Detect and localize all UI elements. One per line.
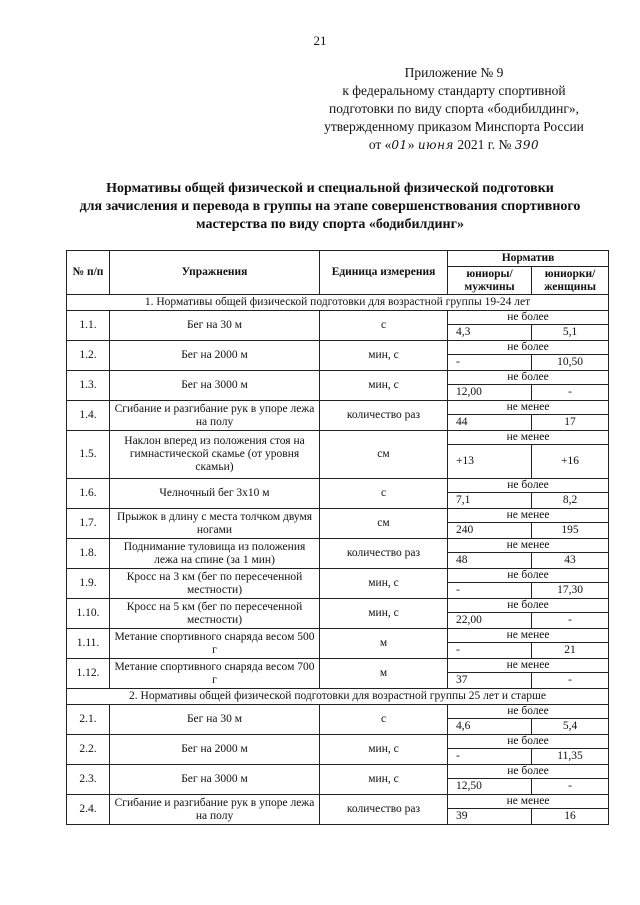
value-women: 5,4 <box>532 719 609 735</box>
table-row <box>67 705 609 719</box>
norm-condition: не менее <box>448 659 609 673</box>
value-women: - <box>532 673 609 689</box>
row-number: 2.3. <box>67 765 110 795</box>
value-women: 43 <box>532 553 609 569</box>
heading-line: для зачисления и перевода в группы на этапе совершенствования спортивного <box>79 199 581 214</box>
norms-table <box>66 250 609 825</box>
header-women: юниорки/ женщины <box>532 267 609 295</box>
row-number: 2.1. <box>67 705 110 735</box>
value-men: - <box>448 749 532 765</box>
value-women: - <box>532 613 609 629</box>
value-men: 48 <box>448 553 532 569</box>
unit: количество раз <box>320 539 448 569</box>
norm-condition: не более <box>448 311 609 325</box>
appendix-line: подготовки по виду спорта «бодибилдинг», <box>328 101 580 116</box>
table-row <box>67 659 609 673</box>
table-row <box>67 401 609 415</box>
section-row <box>67 295 609 311</box>
unit: с <box>320 311 448 341</box>
row-number: 1.5. <box>67 431 110 479</box>
date-prefix: от « <box>368 137 392 152</box>
value-women: 10,50 <box>532 355 609 371</box>
exercise-name: Бег на 2000 м <box>110 341 320 371</box>
unit: с <box>320 705 448 735</box>
table-row <box>67 765 609 779</box>
date-month: июня <box>417 138 454 152</box>
date-day: 01 <box>391 138 408 152</box>
norm-condition: не более <box>448 341 609 355</box>
value-men: 39 <box>448 809 532 825</box>
document-heading <box>60 180 600 234</box>
exercise-name: Бег на 2000 м <box>110 735 320 765</box>
unit: мин, с <box>320 735 448 765</box>
exercise-name: Метание спортивного снаряда весом 700 г <box>110 659 320 689</box>
row-number: 2.2. <box>67 735 110 765</box>
unit: мин, с <box>320 341 448 371</box>
header-norm: Норматив <box>448 251 609 267</box>
value-men: +13 <box>448 445 532 479</box>
row-number: 1.6. <box>67 479 110 509</box>
unit: м <box>320 659 448 689</box>
table-body <box>67 295 609 825</box>
value-men: 4,6 <box>448 719 532 735</box>
exercise-name: Бег на 3000 м <box>110 371 320 401</box>
value-men: 37 <box>448 673 532 689</box>
unit: количество раз <box>320 401 448 431</box>
appendix-line: к федеральному стандарту спортивной <box>342 83 566 98</box>
norm-condition: не менее <box>448 509 609 523</box>
value-women: 5,1 <box>532 325 609 341</box>
order-number: 390 <box>514 138 540 152</box>
exercise-name: Наклон вперед из положения стоя на гимнастической скамье (от уровня скамьи) <box>110 431 320 479</box>
value-women: 21 <box>532 643 609 659</box>
value-men: 7,1 <box>448 493 532 509</box>
norm-condition: не менее <box>448 539 609 553</box>
norm-condition: не менее <box>448 431 609 445</box>
row-number: 1.7. <box>67 509 110 539</box>
value-men: 44 <box>448 415 532 431</box>
table-row <box>67 431 609 445</box>
date-year: 2021 г. № <box>453 137 515 152</box>
value-men: - <box>448 583 532 599</box>
norm-condition: не более <box>448 371 609 385</box>
row-number: 1.1. <box>67 311 110 341</box>
value-men: - <box>448 643 532 659</box>
exercise-name: Сгибание и разгибание рук в упоре лежа на полу <box>110 401 320 431</box>
unit: количество раз <box>320 795 448 825</box>
section-row <box>67 689 609 705</box>
unit: см <box>320 509 448 539</box>
appendix-block <box>304 64 604 154</box>
table-header <box>67 251 609 295</box>
unit: мин, с <box>320 765 448 795</box>
value-women: 11,35 <box>532 749 609 765</box>
exercise-name: Прыжок в длину с места толчком двумя ногами <box>110 509 320 539</box>
table-row <box>67 795 609 809</box>
norm-condition: не менее <box>448 629 609 643</box>
row-number: 1.4. <box>67 401 110 431</box>
unit: см <box>320 431 448 479</box>
norm-condition: не более <box>448 599 609 613</box>
value-men: 12,50 <box>448 779 532 795</box>
row-number: 1.11. <box>67 629 110 659</box>
row-number: 1.9. <box>67 569 110 599</box>
header-unit: Единица измерения <box>320 251 448 295</box>
value-women: 195 <box>532 523 609 539</box>
value-men: 12,00 <box>448 385 532 401</box>
value-women: 17 <box>532 415 609 431</box>
value-women: 17,30 <box>532 583 609 599</box>
norm-condition: не более <box>448 705 609 719</box>
norm-condition: не более <box>448 765 609 779</box>
value-women: 16 <box>532 809 609 825</box>
table-row <box>67 479 609 493</box>
exercise-name: Сгибание и разгибание рук в упоре лежа на полу <box>110 795 320 825</box>
norm-condition: не менее <box>448 795 609 809</box>
row-number: 1.3. <box>67 371 110 401</box>
appendix-date-line <box>304 136 604 154</box>
unit: мин, с <box>320 599 448 629</box>
norm-condition: не более <box>448 479 609 493</box>
exercise-name: Бег на 30 м <box>110 705 320 735</box>
heading-line: Нормативы общей физической и специальной физической подготовки <box>106 181 554 196</box>
row-number: 1.2. <box>67 341 110 371</box>
value-men: - <box>448 355 532 371</box>
unit: мин, с <box>320 371 448 401</box>
unit: с <box>320 479 448 509</box>
table-row <box>67 629 609 643</box>
value-women: +16 <box>532 445 609 479</box>
heading-line: мастерства по виду спорта «бодибилдинг» <box>196 217 464 232</box>
value-women: 8,2 <box>532 493 609 509</box>
exercise-name: Челночный бег 3х10 м <box>110 479 320 509</box>
table-row <box>67 311 609 325</box>
unit: мин, с <box>320 569 448 599</box>
section-title: 1. Нормативы общей физической подготовки для возрастной группы 19-24 лет <box>67 295 609 311</box>
table-row <box>67 599 609 613</box>
exercise-name: Метание спортивного снаряда весом 500 г <box>110 629 320 659</box>
table-row <box>67 509 609 523</box>
norm-condition: не более <box>448 569 609 583</box>
exercise-name: Бег на 3000 м <box>110 765 320 795</box>
table-row <box>67 341 609 355</box>
exercise-name: Кросс на 5 км (бег по пересеченной местности) <box>110 599 320 629</box>
exercise-name: Поднимание туловища из положения лежа на спине (за 1 мин) <box>110 539 320 569</box>
header-exercise: Упражнения <box>110 251 320 295</box>
value-men: 4,3 <box>448 325 532 341</box>
section-title: 2. Нормативы общей физической подготовки для возрастной группы 25 лет и старше <box>67 689 609 705</box>
exercise-name: Кросс на 3 км (бег по пересеченной местности) <box>110 569 320 599</box>
header-men: юниоры/ мужчины <box>448 267 532 295</box>
table-row <box>67 735 609 749</box>
table-row <box>67 539 609 553</box>
date-mid: » <box>407 137 418 152</box>
unit: м <box>320 629 448 659</box>
value-men: 240 <box>448 523 532 539</box>
value-women: - <box>532 779 609 795</box>
norm-condition: не более <box>448 735 609 749</box>
row-number: 1.8. <box>67 539 110 569</box>
row-number: 2.4. <box>67 795 110 825</box>
norm-condition: не менее <box>448 401 609 415</box>
row-number: 1.12. <box>67 659 110 689</box>
header-num: № п/п <box>67 251 110 295</box>
appendix-line: утвержденному приказом Минспорта России <box>324 119 584 134</box>
table-row <box>67 371 609 385</box>
table-row <box>67 569 609 583</box>
row-number: 1.10. <box>67 599 110 629</box>
exercise-name: Бег на 30 м <box>110 311 320 341</box>
value-men: 22,00 <box>448 613 532 629</box>
value-women: - <box>532 385 609 401</box>
page-number: 21 <box>313 33 327 48</box>
appendix-title: Приложение № 9 <box>404 65 504 80</box>
